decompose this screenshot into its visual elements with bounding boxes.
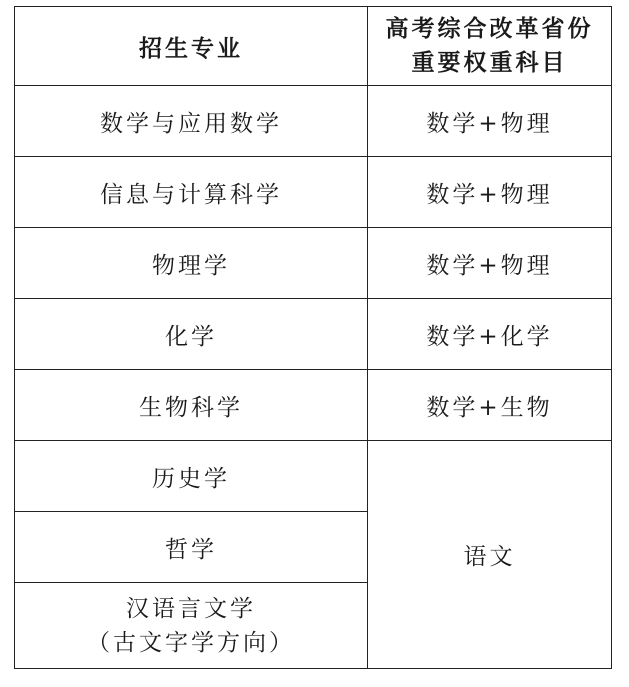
header-subjects-line2: 重要权重科目 <box>411 50 568 76</box>
table-row <box>15 370 612 441</box>
majors-table <box>14 6 612 669</box>
table-row <box>15 86 612 157</box>
major-cell: 信息与计算科学 <box>15 157 368 228</box>
subjects-cell: 数学+物理 <box>368 86 612 157</box>
major-cell <box>15 583 368 669</box>
subjects-cell: 数学+物理 <box>368 228 612 299</box>
major-line2: （古文字学方向） <box>87 629 295 656</box>
major-cell: 哲学 <box>15 512 368 583</box>
header-major: 招生专业 <box>15 7 368 86</box>
table-row <box>15 299 612 370</box>
subjects-cell: 数学+物理 <box>368 157 612 228</box>
major-line1: 汉语言文学 <box>126 595 256 622</box>
major-cell: 数学与应用数学 <box>15 86 368 157</box>
major-cell: 历史学 <box>15 441 368 512</box>
major-cell: 物理学 <box>15 228 368 299</box>
header-subjects <box>368 7 612 86</box>
major-cell: 化学 <box>15 299 368 370</box>
merged-subjects-cell: 语文 <box>368 441 612 669</box>
subjects-cell: 数学+生物 <box>368 370 612 441</box>
table-row <box>15 441 612 512</box>
header-subjects-line1: 高考综合改革省份 <box>385 16 594 42</box>
table-row <box>15 228 612 299</box>
subjects-cell: 数学+化学 <box>368 299 612 370</box>
header-row <box>15 7 612 86</box>
table-row <box>15 157 612 228</box>
major-cell: 生物科学 <box>15 370 368 441</box>
